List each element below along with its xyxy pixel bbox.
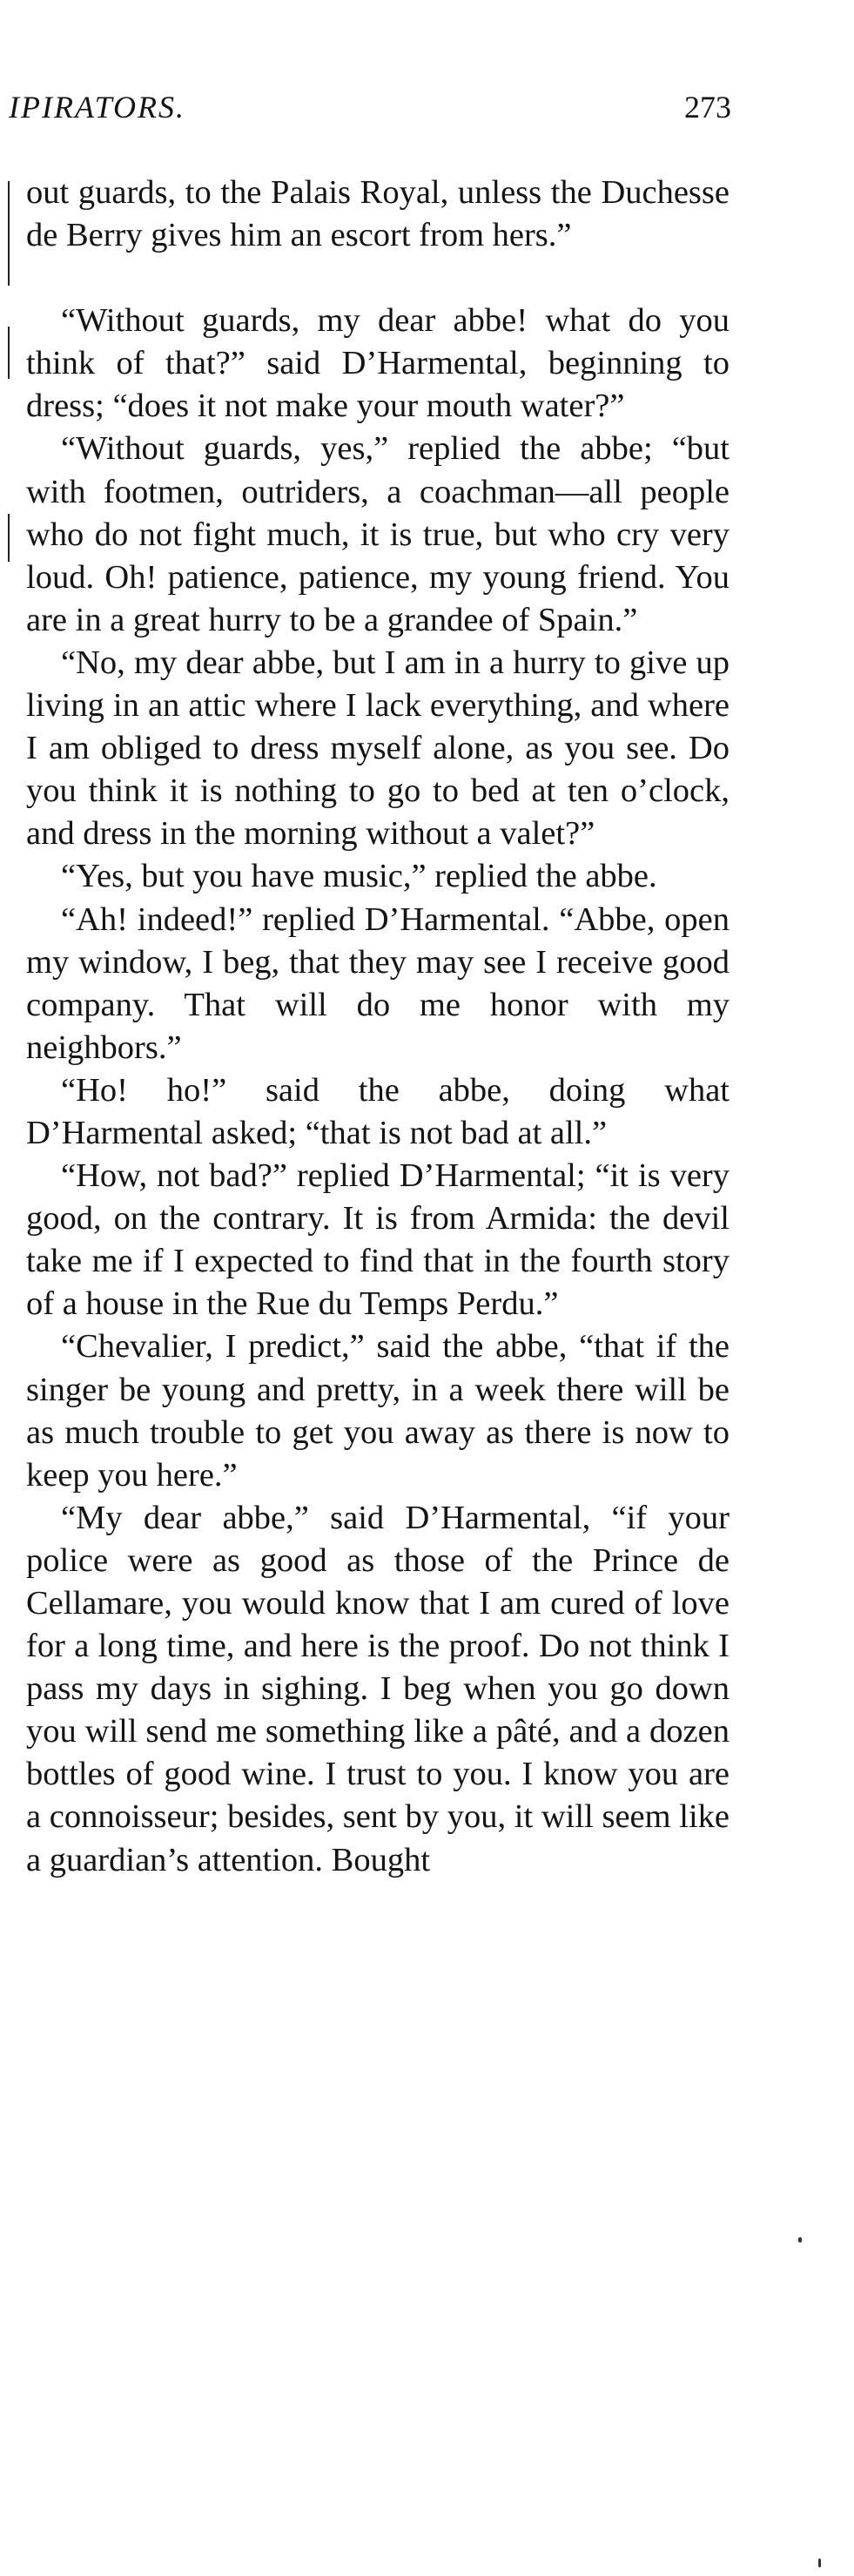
paragraph: “Without guards, yes,” replied the abbe; “but with footmen, outriders, a coachman—all people who do not fight much, it is true, but who cry very loud. Oh! patience, patience, my young friend. You are in a great hurry to be a grandee of Spain.” [26, 430, 730, 638]
paragraph: out guards, to the Palais Royal, unless the Duchesse de Berry gives him an escort from hers.” [26, 174, 730, 254]
paragraph: “My dear abbe,” said D’Harmental, “if your police were as good as those of the Prince de Cellamare, you would know that I am cured of love for a long time, and here is the proof. Do not think I pass my days in sighing. I beg when you go down you will send me something like a pâté, and a dozen bottles of good wine. I trust to you. I know you are a connoisseur; besides, sent by you, it will seem like a guardian’s attention. Bought [26, 1499, 730, 1878]
page-number: 273 [684, 90, 731, 125]
body-text [26, 172, 730, 1882]
ink-speck [798, 2237, 802, 2242]
paragraph: “Chevalier, I predict,” said the abbe, “that if the singer be young and pretty, in a week there will be as much trouble to get you away as there is now to keep you here.” [26, 1328, 730, 1494]
paragraph: “No, my dear abbe, but I am in a hurry to give up living in an attic where I lack everything, and where I am obliged to dress myself alone, as you see. Do you think it is nothing to go to bed at ten o’clock, and dress in the morning without a valet?” [26, 644, 730, 853]
margin-mark [8, 327, 10, 379]
paragraph: “Yes, but you have music,” replied the abbe. [61, 858, 657, 895]
running-title: IPIRATORS. [9, 90, 185, 125]
margin-mark [8, 181, 10, 286]
paragraph: “Ah! indeed!” replied D’Harmental. “Abbe, open my window, I beg, that they may see I receive good company. That will do me honor with my neighbors.” [26, 900, 730, 1066]
margin-mark [8, 514, 10, 562]
ink-speck [818, 2559, 821, 2567]
paragraph: “Ho! ho!” said the abbe, doing what D’Harmental asked; “that is not bad at all.” [26, 1071, 730, 1151]
paragraph: “Without guards, my dear abbe! what do you think of that?” said D’Harmental, beginning to dress; “does it not make your mouth water?” [26, 302, 730, 425]
running-head [9, 85, 731, 129]
paragraph: “How, not bad?” replied D’Harmental; “it is very good, on the contrary. It is from Armida: the devil take me if I expected to find that in the fourth story of a house in the Rue du Temps Perdu.” [26, 1157, 730, 1323]
